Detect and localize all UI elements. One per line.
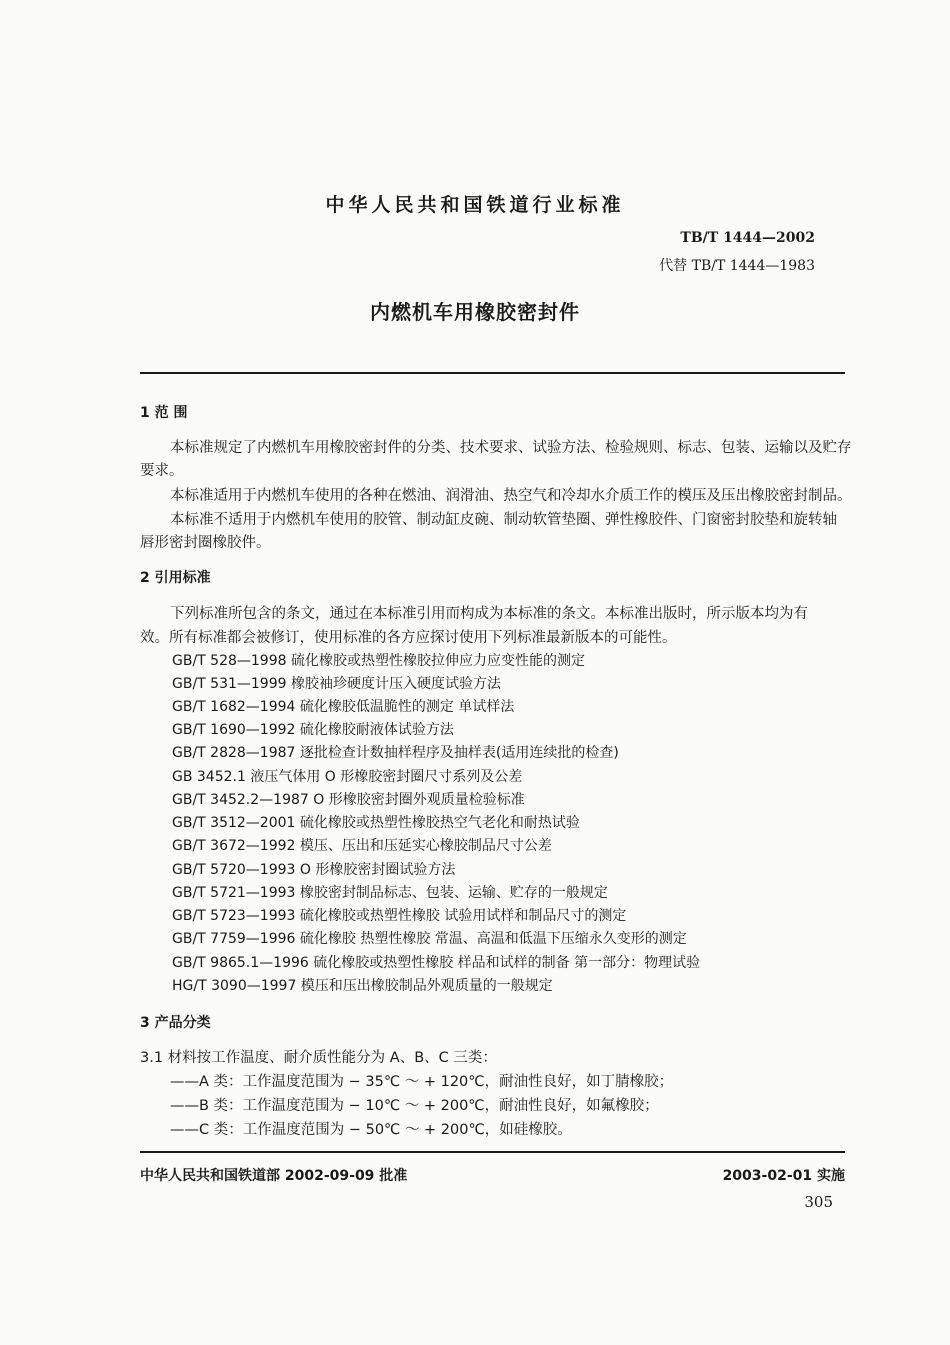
section-2-heading: 2 引用标准 <box>140 570 211 586</box>
reference-item: GB/T 9865.1—1996 硫化橡胶或热塑性橡胶 样品和试样的制备 第一部分：物理试验 <box>172 955 701 971</box>
reference-item: GB/T 528—1998 硫化橡胶或热塑性橡胶拉伸应力应变性能的测定 <box>172 653 585 669</box>
standard-number: TB/T 1444—2002 <box>680 230 815 246</box>
material-class-item: ——B 类：工作温度范围为 − 10℃ ～ + 200℃，耐油性良好，如氟橡胶； <box>170 1098 659 1114</box>
section-1-paragraph-1-line-1: 本标准规定了内燃机车用橡胶密封件的分类、技术要求、试验方法、检验规则、标志、包装、运输以及贮存 <box>170 440 852 456</box>
issuing-organization-title: 中华人民共和国铁道行业标准 <box>325 194 625 216</box>
section-3-heading: 3 产品分类 <box>140 1015 211 1031</box>
reference-item: GB/T 7759—1996 硫化橡胶 热塑性橡胶 常温、高温和低温下压缩永久变形的测定 <box>172 931 687 947</box>
section-1-paragraph-1-line-2: 要求。 <box>140 463 184 479</box>
reference-item: GB/T 5723—1993 硫化橡胶或热塑性橡胶 试验用试样和制品尺寸的测定 <box>172 908 627 924</box>
material-class-item: ——C 类：工作温度范围为 − 50℃ ～ + 200℃，如硅橡胶。 <box>170 1122 572 1138</box>
replaces-standard: 代替 TB/T 1444—1983 <box>659 258 815 274</box>
section-1-heading: 1 范 围 <box>140 405 188 421</box>
section-1-paragraph-3-line-1: 本标准不适用于内燃机车使用的胶管、制动缸皮碗、制动软管垫圈、弹性橡胶件、门窗密封胶垫和旋转轴 <box>170 512 837 528</box>
reference-item: GB/T 531—1999 橡胶袖珍硬度计压入硬度试验方法 <box>172 676 501 692</box>
approval-statement: 中华人民共和国铁道部 2002-09-09 批准 <box>140 1168 408 1184</box>
section-1-paragraph-3-line-2: 唇形密封圈橡胶件。 <box>140 535 271 551</box>
header-divider <box>140 372 845 374</box>
reference-item: GB/T 1682—1994 硫化橡胶低温脆性的测定 单试样法 <box>172 699 515 715</box>
page-number: 305 <box>804 1193 833 1211</box>
reference-item: GB/T 3672—1992 模压、压出和压延实心橡胶制品尺寸公差 <box>172 838 552 854</box>
clause-3-1: 3.1 材料按工作温度、耐介质性能分为 A、B、C 三类： <box>140 1050 497 1066</box>
reference-item: GB 3452.1 液压气体用 O 形橡胶密封圈尺寸系列及公差 <box>172 769 523 785</box>
section-2-paragraph-line-1: 下列标准所包含的条文，通过在本标准引用而构成为本标准的条文。本标准出版时，所示版本均为有 <box>170 606 808 622</box>
material-class-item: ——A 类：工作温度范围为 − 35℃ ～ + 120℃，耐油性良好，如丁腈橡胶； <box>170 1074 674 1090</box>
footer-divider <box>140 1151 845 1153</box>
reference-item: GB/T 5721—1993 橡胶密封制品标志、包装、运输、贮存的一般规定 <box>172 885 608 901</box>
reference-item: GB/T 1690—1992 硫化橡胶耐液体试验方法 <box>172 722 454 738</box>
reference-item: GB/T 2828—1987 逐批检查计数抽样程序及抽样表(适用连续批的检查) <box>172 745 619 761</box>
reference-item: GB/T 3452.2—1987 O 形橡胶密封圈外观质量检验标准 <box>172 792 525 808</box>
reference-item: HG/T 3090—1997 模压和压出橡胶制品外观质量的一般规定 <box>172 978 553 994</box>
section-1-paragraph-2: 本标准适用于内燃机车使用的各种在燃油、润滑油、热空气和冷却水介质工作的模压及压出橡胶密封制品。 <box>170 488 852 504</box>
section-2-paragraph-line-2: 效。所有标准都会被修订，使用标准的各方应探讨使用下列标准最新版本的可能性。 <box>140 630 677 646</box>
effective-date: 2003-02-01 实施 <box>722 1168 845 1184</box>
reference-item: GB/T 5720—1993 O 形橡胶密封圈试验方法 <box>172 862 456 878</box>
document-title: 内燃机车用橡胶密封件 <box>370 300 580 324</box>
reference-item: GB/T 3512—2001 硫化橡胶或热塑性橡胶热空气老化和耐热试验 <box>172 815 580 831</box>
